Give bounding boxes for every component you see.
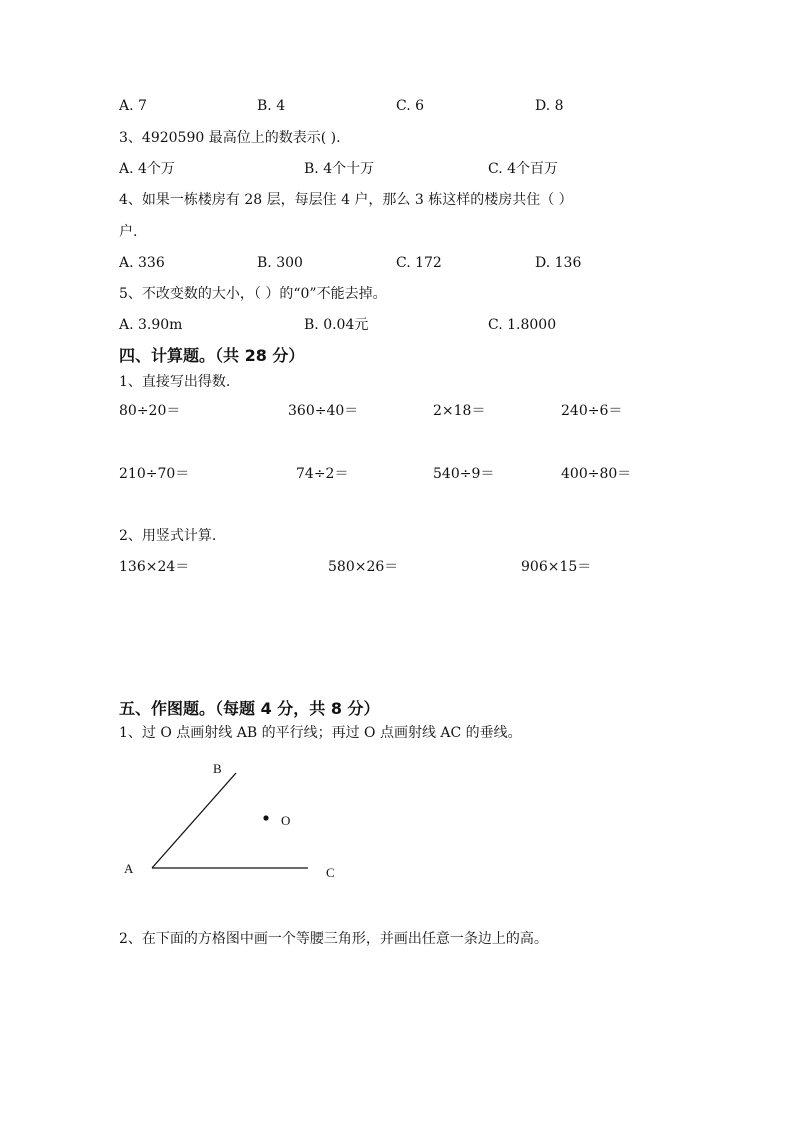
calc-item: 400÷80＝	[561, 466, 632, 482]
q2-option-c: C. 6	[396, 98, 425, 114]
q5-option-c: C. 1.8000	[488, 317, 557, 333]
q5-option-a: A. 3.90m	[119, 317, 183, 333]
calc-item: 210÷70＝	[119, 466, 190, 482]
section-4-sub2: 2、用竖式计算.	[119, 528, 217, 544]
calc-item: 74÷2＝	[296, 466, 349, 482]
label-a: A	[124, 861, 134, 876]
label-o: O	[281, 813, 291, 828]
q3-option-b: B. 4个十万	[304, 161, 375, 177]
section-4-title: 四、计算题。（共 28 分）	[119, 346, 305, 365]
q3-option-c: C. 4个百万	[488, 161, 559, 177]
q2-option-b: B. 4	[257, 98, 286, 114]
q4-option-b: B. 300	[257, 255, 303, 271]
calc-item: 360÷40＝	[288, 403, 359, 419]
calc-item: 240÷6＝	[561, 403, 623, 419]
vertical-calc-item: 136×24＝	[119, 559, 190, 575]
ray-ab	[152, 773, 236, 868]
q4-option-c: C. 172	[396, 255, 442, 271]
label-b: B	[213, 761, 222, 776]
section-5-sub1: 1、过 O 点画射线 AB 的平行线；再过 O 点画射线 AC 的垂线。	[119, 725, 522, 741]
point-o	[263, 815, 268, 820]
q4-stem-line2: 户.	[119, 224, 138, 240]
ray-diagram	[110, 755, 350, 885]
calc-item: 80÷20＝	[119, 403, 181, 419]
q5-stem: 5、不改变数的大小，（ ）的“0”不能去掉。	[119, 286, 387, 302]
vertical-calc-item: 580×26＝	[328, 559, 399, 575]
q4-stem-line1: 4、如果一栋楼房有 28 层，每层住 4 户，那么 3 栋这样的楼房共住（ ）	[119, 192, 573, 208]
label-c: C	[326, 865, 335, 880]
q4-option-d: D. 136	[535, 255, 582, 271]
section-4-sub1: 1、直接写出得数.	[119, 374, 231, 390]
q2-option-d: D. 8	[535, 98, 564, 114]
q5-option-b: B. 0.04元	[304, 317, 369, 333]
calc-item: 2×18＝	[433, 403, 486, 419]
q2-option-a: A. 7	[119, 98, 147, 114]
calc-item: 540÷9＝	[433, 466, 495, 482]
q4-option-a: A. 336	[119, 255, 165, 271]
section-5-title: 五、作图题。（每题 4 分，共 8 分）	[119, 699, 380, 718]
section-5-sub2: 2、在下面的方格图中画一个等腰三角形，并画出任意一条边上的高。	[119, 931, 548, 947]
q3-option-a: A. 4个万	[119, 161, 175, 177]
vertical-calc-item: 906×15＝	[521, 559, 592, 575]
q3-stem: 3、4920590 最高位上的数表示( ).	[119, 130, 341, 146]
